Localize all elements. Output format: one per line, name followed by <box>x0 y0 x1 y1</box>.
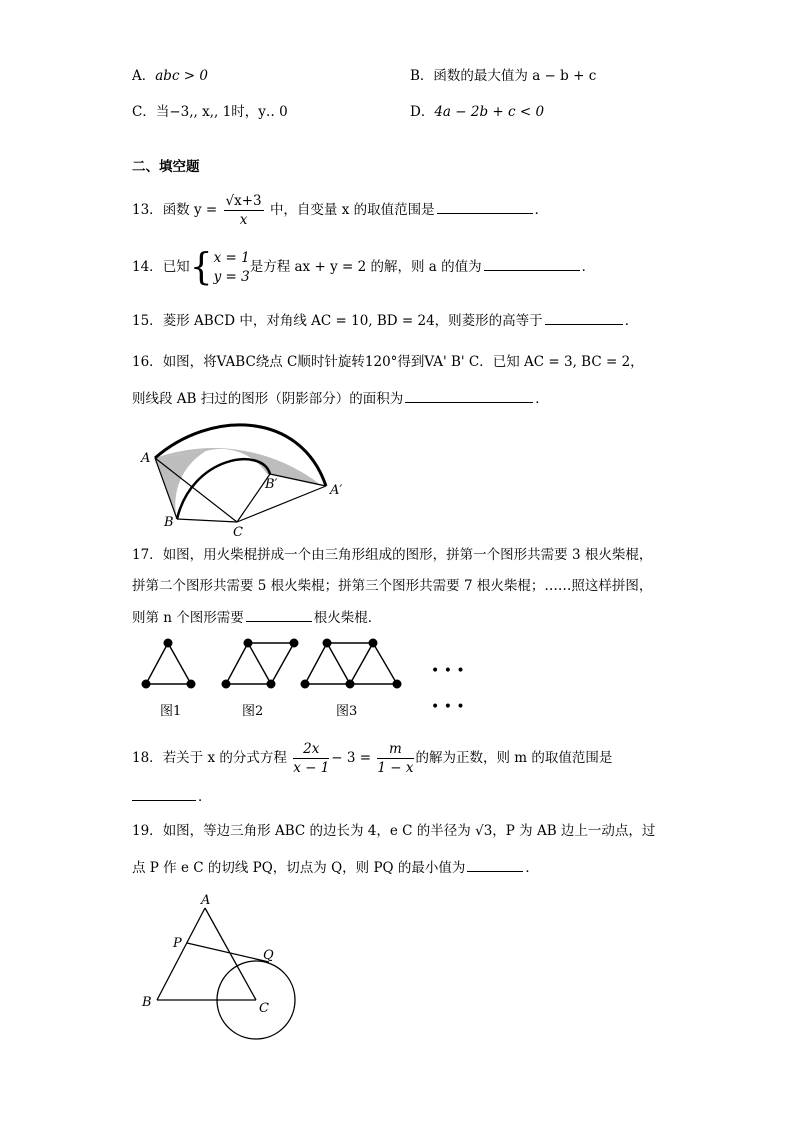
answer-blank-15[interactable] <box>545 310 623 325</box>
answer-blank-14[interactable] <box>484 256 580 271</box>
option-d: D．4a − 2b + c < 0 <box>410 104 545 120</box>
answer-blank-18[interactable] <box>132 786 196 801</box>
ellipsis-bottom: • • • <box>431 699 465 715</box>
question-18-line2: ． <box>132 786 212 807</box>
caption-fig3: 图3 <box>336 704 358 719</box>
segment-bc <box>177 519 237 522</box>
label-c: C <box>259 1001 269 1016</box>
question-18: 18．若关于 x 的分式方程 $\frac{2x}{x - 1}$ − 3 = $\frac{m}{1 - x}$ 的解为正数，则 m 的取值范围是 <box>132 741 613 776</box>
option-c: C．当−3,, x,, 1时，y‥ 0 <box>132 104 288 120</box>
question-15: 15．菱形 ABCD 中，对角线 AC = 10, BD = 24，则菱形的高等于 ． <box>132 310 638 331</box>
answer-blank-16[interactable] <box>405 388 533 403</box>
question-19-line1: 19．如图，等边三角形 ABC 的边长为 4，e C 的半径为 √3，P 为 AB 边上一动点，过 <box>132 823 656 839</box>
question-17-line2: 拼第二个图形共需要 5 根火柴棍；拼第三个图形共需要 7 根火柴棍；……照这样拼图， <box>132 578 653 594</box>
question-13: 13．函数 y = $\frac{√x+3}{x}$ 中，自变量 x 的取值范围是 ． <box>132 193 549 228</box>
brace: { <box>189 245 213 289</box>
option-a: A．abc > 0 <box>132 68 208 84</box>
label-q: Q <box>263 948 274 963</box>
inner-arc <box>177 459 270 519</box>
side-ac <box>205 908 256 1000</box>
label-a-prime: A′ <box>330 483 343 498</box>
question-19-line2: 点 P 作 e C 的切线 PQ，切点为 Q，则 PQ 的最小值为 ． <box>132 857 539 878</box>
question-16-line1: 16．如图，将VABC绕点 C顺时针旋转120°得到VA' B' C．已知 AC = 3, BC = 2， <box>132 354 644 370</box>
answer-blank-17[interactable] <box>246 607 312 622</box>
side-ab <box>157 908 205 1000</box>
question-16-line2: 则线段 AB 扫过的图形（阴影部分）的面积为 ． <box>132 388 549 409</box>
section-title: 二、填空题 <box>132 159 200 175</box>
q13-fraction: $\frac{√x+3}{x}$ <box>225 193 262 228</box>
segment-ca2 <box>237 486 326 522</box>
option-b: B．函数的最大值为 a − b + c <box>410 68 597 84</box>
q18-fraction-1: $\frac{2x}{x - 1}$ <box>293 741 330 776</box>
label-c: C <box>233 525 243 540</box>
question-14: 14．已知{ x = 1 y = 3 是方程 ax + y = 2 的解，则 a 的值为 ． <box>132 245 596 289</box>
label-p: P <box>173 936 182 951</box>
q16-figure <box>130 412 350 542</box>
q19-figure <box>135 892 310 1042</box>
question-17-line1: 17．如图，用火柴棍拼成一个由三角形组成的图形，拼第一个图形共需要 3 根火柴棍， <box>132 547 653 563</box>
answer-blank-13[interactable] <box>437 199 533 214</box>
label-b: B <box>164 515 174 530</box>
label-b: B <box>142 995 152 1010</box>
label-b-prime: B′ <box>265 477 278 492</box>
equation-system: x = 1 y = 3 <box>213 249 250 285</box>
ellipsis-top: • • • <box>431 663 465 679</box>
tangent-pq <box>187 943 269 962</box>
question-17-line3: 则第 n 个图形需要 根火柴棍． <box>132 607 381 628</box>
label-a: A <box>141 451 151 466</box>
label-a: A <box>201 893 211 908</box>
answer-blank-19[interactable] <box>467 857 523 872</box>
caption-fig1: 图1 <box>160 704 182 719</box>
q17-figures <box>135 633 465 723</box>
caption-fig2: 图2 <box>242 704 264 719</box>
q18-fraction-2: $\frac{m}{1 - x}$ <box>377 741 414 776</box>
